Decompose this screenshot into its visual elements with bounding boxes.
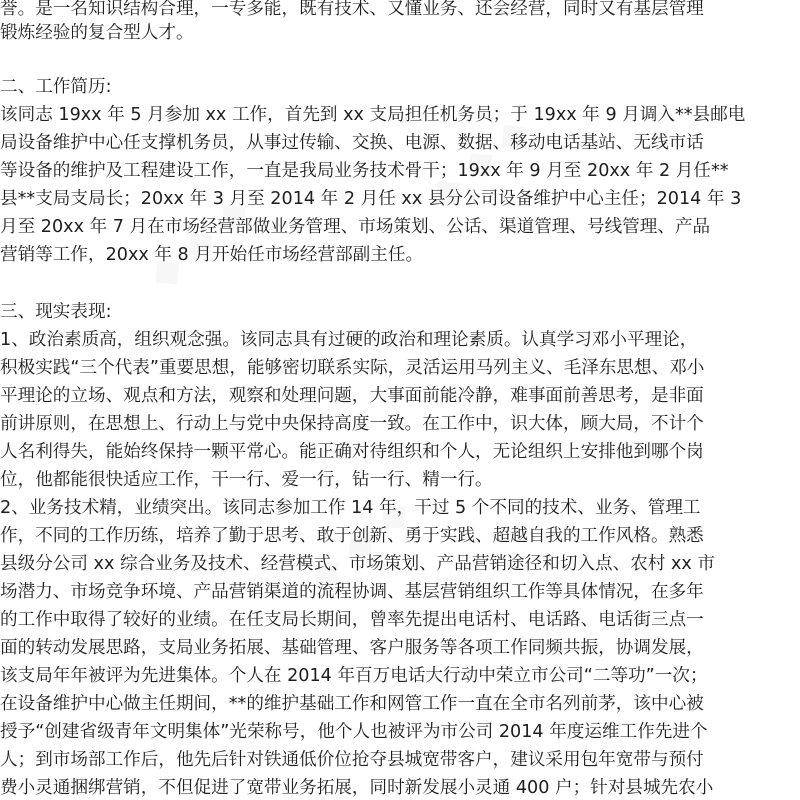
paragraph-line: 场潜力、市场竞争环境、产品营销渠道的流程协调、基层营销组织工作等具体情况，在多年 [0,582,704,602]
paragraph-line: 作，不同的工作历练，培养了勤于思考、敢于创新、勇于实践、超越自我的工作风格。熟悉 [0,526,704,546]
paragraph-line: 该支局年年被评为先进集体。个人在 2014 年百万电话大行动中荣立市公司“二等功”一次； [0,666,708,686]
paragraph-line: 费小灵通捆绑营销，不但促进了宽带业务拓展，同时新发展小灵通 400 户；针对县城先农小 [0,778,714,798]
paragraph-line: 营销等工作，20xx 年 8 月开始任市场经营部副主任。 [0,245,424,265]
paragraph-line: 在设备维护中心做主任期间，**的维护基础工作和网管工作一直在全市名列前茅，该中心被 [0,694,704,714]
paragraph-line: 位，他都能很快适应工作，干一行、爱一行，钻一行、精一行。 [0,470,493,490]
paragraph-line: 2、业务技术精，业绩突出。该同志参加工作 14 年，干过 5 个不同的技术、业务、管理工 [0,498,701,518]
intro-line: 誉。是一名知识结构合理，一专多能，既有技术、又懂业务、还会经营，同时又有基层管理 [0,0,704,19]
watermark-mark: ◆ ◆ ◆ [138,187,259,299]
section-heading-work-history: 二、工作简历: [0,77,112,97]
paragraph-line: 面的转动发展思路，支局业务拓展、基础管理、客户服务等各项工作同频共振，协调发展， [0,638,704,658]
paragraph-line: 人名利得失，能始终保持一颗平常心。能正确对待组织和个人，无论组织上安排他到哪个岗 [0,442,704,462]
watermark-mark: ◆ ◆ ◆ [418,107,539,219]
watermark-mark: ◆ ◆ ◆ [298,487,419,599]
paragraph-line: 平理论的立场、观点和方法，观察和处理问题，大事面前能冷静，难事面前善思考，是非面 [0,386,704,406]
paragraph-line: 局设备维护中心任支撑机务员，从事过传输、交换、电源、数据、移动电话基站、无线市话 [0,133,704,153]
paragraph-line: 1、政治素质高，组织观念强。该同志具有过硬的政治和理论素质。认真学习邓小平理论， [0,330,698,350]
paragraph-line: 前讲原则，在思想上、行动上与党中央保持高度一致。在工作中，识大体，顾大局，不计个 [0,414,704,434]
intro-line: 锻炼经验的复合型人才。 [0,23,194,43]
paragraph-line: 的工作中取得了较好的业绩。在任支局长期间，曾率先提出电话村、电话路、电话街三点一 [0,610,704,630]
section-heading-performance: 三、现实表现: [0,302,112,322]
paragraph-line: 县**支局支局长；20xx 年 3 月至 2014 年 2 月任 xx 县分公司设备维护中心主任；2014 年 3 [0,189,742,209]
paragraph-line: 等设备的维护及工程建设工作，一直是我局业务技术骨干；19xx 年 9 月至 20xx 年 2 月任** [0,161,729,181]
paragraph-line: 授予“创建省级青年文明集体”光荣称号，他个人也被评为市公司 2014 年度运维工作先进个 [0,722,708,742]
paragraph-line: 人；到市场部工作后，他先后针对铁通低价位抢夺县城宽带客户，建议采用包年宽带与预付 [0,750,704,770]
paragraph-line: 月至 20xx 年 7 月在市场经营部做业务管理、市场策划、公话、渠道管理、号线管理、产品 [0,217,711,237]
paragraph-line: 县级分公司 xx 综合业务及技术、经营模式、市场策划、产品营销途径和切入点、农村 xx 市 [0,554,715,574]
paragraph-line: 积极实践“三个代表”重要思想，能够密切联系实际，灵活运用马列主义、毛泽东思想、邓小 [0,358,705,378]
paragraph-line: 该同志 19xx 年 5 月参加 xx 工作，首先到 xx 支局担任机务员；于 19xx 年 9 月调入**县邮电 [0,105,746,125]
